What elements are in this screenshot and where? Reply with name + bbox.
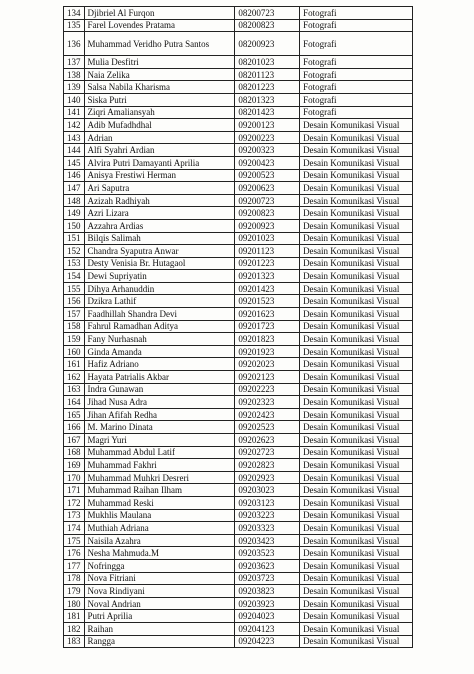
row-number-cell: 173 bbox=[64, 509, 85, 522]
student-id-cell: 09200523 bbox=[235, 169, 300, 182]
table-row bbox=[64, 207, 413, 220]
student-name-cell: Noval Andrian bbox=[84, 597, 235, 610]
study-program-cell: Fotografi bbox=[300, 81, 413, 94]
student-name-cell: Dewi Supriyatin bbox=[84, 270, 235, 283]
table-row bbox=[64, 194, 413, 207]
study-program-cell: Desain Komunikasi Visual bbox=[300, 622, 413, 635]
study-program-cell: Desain Komunikasi Visual bbox=[300, 144, 413, 157]
student-id-cell: 09203323 bbox=[235, 522, 300, 535]
table-row bbox=[64, 320, 413, 333]
row-number-cell: 161 bbox=[64, 358, 85, 371]
student-id-cell: 09200223 bbox=[235, 131, 300, 144]
student-name-cell: Nova Rindiyani bbox=[84, 585, 235, 598]
row-number-cell: 150 bbox=[64, 219, 85, 232]
table-row bbox=[64, 547, 413, 560]
row-number-cell: 154 bbox=[64, 270, 85, 283]
table-row bbox=[64, 68, 413, 81]
student-id-cell: 09203023 bbox=[235, 484, 300, 497]
row-number-cell: 181 bbox=[64, 610, 85, 623]
table-row bbox=[64, 169, 413, 182]
student-name-cell: Muhammad Raihan Ilham bbox=[84, 484, 235, 497]
student-id-cell: 09200123 bbox=[235, 119, 300, 132]
student-id-cell: 09200923 bbox=[235, 219, 300, 232]
study-program-cell: Desain Komunikasi Visual bbox=[300, 270, 413, 283]
student-id-cell: 09202123 bbox=[235, 371, 300, 384]
table-row bbox=[64, 106, 413, 119]
table-row bbox=[64, 295, 413, 308]
study-program-cell: Desain Komunikasi Visual bbox=[300, 610, 413, 623]
student-name-cell: Ginda Amanda bbox=[84, 345, 235, 358]
student-roster-table bbox=[63, 6, 413, 648]
student-name-cell: Siska Putri bbox=[84, 93, 235, 106]
student-id-cell: 09203123 bbox=[235, 496, 300, 509]
student-name-cell: Muhammad Veridho Putra Santos bbox=[84, 32, 235, 56]
study-program-cell: Desain Komunikasi Visual bbox=[300, 358, 413, 371]
row-number-cell: 160 bbox=[64, 345, 85, 358]
student-name-cell: Putri Aprilia bbox=[84, 610, 235, 623]
table-row bbox=[64, 610, 413, 623]
table-row bbox=[64, 144, 413, 157]
table-row bbox=[64, 156, 413, 169]
table-row bbox=[64, 345, 413, 358]
student-id-cell: 09202223 bbox=[235, 383, 300, 396]
row-number-cell: 169 bbox=[64, 459, 85, 472]
student-name-cell: Ari Saputra bbox=[84, 182, 235, 195]
table-row bbox=[64, 383, 413, 396]
row-number-cell: 157 bbox=[64, 308, 85, 321]
study-program-cell: Fotografi bbox=[300, 93, 413, 106]
table-row bbox=[64, 471, 413, 484]
row-number-cell: 176 bbox=[64, 547, 85, 560]
row-number-cell: 166 bbox=[64, 421, 85, 434]
student-name-cell: Azzahra Ardias bbox=[84, 219, 235, 232]
student-name-cell: Hayata Patrialis Akbar bbox=[84, 371, 235, 384]
student-id-cell: 09203223 bbox=[235, 509, 300, 522]
row-number-cell: 180 bbox=[64, 597, 85, 610]
study-program-cell: Fotografi bbox=[300, 56, 413, 69]
table-row bbox=[64, 245, 413, 258]
row-number-cell: 152 bbox=[64, 245, 85, 258]
student-id-cell: 09201523 bbox=[235, 295, 300, 308]
student-id-cell: 09201723 bbox=[235, 320, 300, 333]
study-program-cell: Desain Komunikasi Visual bbox=[300, 572, 413, 585]
table-row bbox=[64, 358, 413, 371]
row-number-cell: 138 bbox=[64, 68, 85, 81]
table-row bbox=[64, 257, 413, 270]
row-number-cell: 147 bbox=[64, 182, 85, 195]
study-program-cell: Desain Komunikasi Visual bbox=[300, 396, 413, 409]
student-name-cell: Raihan bbox=[84, 622, 235, 635]
roster-body bbox=[64, 7, 413, 648]
row-number-cell: 142 bbox=[64, 119, 85, 132]
study-program-cell: Desain Komunikasi Visual bbox=[300, 156, 413, 169]
student-id-cell: 09202623 bbox=[235, 434, 300, 447]
student-name-cell: Rangga bbox=[84, 635, 235, 648]
table-row bbox=[64, 522, 413, 535]
row-number-cell: 140 bbox=[64, 93, 85, 106]
study-program-cell: Desain Komunikasi Visual bbox=[300, 371, 413, 384]
study-program-cell: Desain Komunikasi Visual bbox=[300, 182, 413, 195]
student-id-cell: 09202423 bbox=[235, 408, 300, 421]
table-row bbox=[64, 182, 413, 195]
row-number-cell: 172 bbox=[64, 496, 85, 509]
student-id-cell: 09204123 bbox=[235, 622, 300, 635]
student-name-cell: Nofringga bbox=[84, 559, 235, 572]
table-row bbox=[64, 408, 413, 421]
student-name-cell: Adib Mufadhdhal bbox=[84, 119, 235, 132]
table-row bbox=[64, 396, 413, 409]
study-program-cell: Desain Komunikasi Visual bbox=[300, 421, 413, 434]
table-row bbox=[64, 131, 413, 144]
row-number-cell: 175 bbox=[64, 534, 85, 547]
row-number-cell: 162 bbox=[64, 371, 85, 384]
row-number-cell: 156 bbox=[64, 295, 85, 308]
study-program-cell: Desain Komunikasi Visual bbox=[300, 282, 413, 295]
student-name-cell: Fany Nurhasnah bbox=[84, 333, 235, 346]
study-program-cell: Fotografi bbox=[300, 19, 413, 32]
table-row bbox=[64, 7, 413, 20]
student-id-cell: 09201823 bbox=[235, 333, 300, 346]
study-program-cell: Fotografi bbox=[300, 106, 413, 119]
study-program-cell: Desain Komunikasi Visual bbox=[300, 333, 413, 346]
study-program-cell: Desain Komunikasi Visual bbox=[300, 496, 413, 509]
row-number-cell: 179 bbox=[64, 585, 85, 598]
student-id-cell: 09202323 bbox=[235, 396, 300, 409]
row-number-cell: 139 bbox=[64, 81, 85, 94]
row-number-cell: 177 bbox=[64, 559, 85, 572]
student-name-cell: Muthiah Adriana bbox=[84, 522, 235, 535]
table-row bbox=[64, 282, 413, 295]
student-name-cell: Farel Lovendes Pratama bbox=[84, 19, 235, 32]
table-row bbox=[64, 333, 413, 346]
student-id-cell: 09200723 bbox=[235, 194, 300, 207]
student-name-cell: Mulia Desfitri bbox=[84, 56, 235, 69]
row-number-cell: 146 bbox=[64, 169, 85, 182]
student-name-cell: Ziqri Amaliansyah bbox=[84, 106, 235, 119]
study-program-cell: Desain Komunikasi Visual bbox=[300, 559, 413, 572]
table-row bbox=[64, 119, 413, 132]
student-name-cell: Dihya Arhanuddin bbox=[84, 282, 235, 295]
student-name-cell: Naia Zelika bbox=[84, 68, 235, 81]
row-number-cell: 171 bbox=[64, 484, 85, 497]
student-id-cell: 08200923 bbox=[235, 32, 300, 56]
student-id-cell: 09202823 bbox=[235, 459, 300, 472]
study-program-cell: Desain Komunikasi Visual bbox=[300, 408, 413, 421]
student-name-cell: Nesha Mahmuda.M bbox=[84, 547, 235, 560]
table-row bbox=[64, 371, 413, 384]
student-id-cell: 09202923 bbox=[235, 471, 300, 484]
student-id-cell: 09203723 bbox=[235, 572, 300, 585]
table-row bbox=[64, 219, 413, 232]
table-row bbox=[64, 446, 413, 459]
row-number-cell: 145 bbox=[64, 156, 85, 169]
row-number-cell: 135 bbox=[64, 19, 85, 32]
study-program-cell: Desain Komunikasi Visual bbox=[300, 169, 413, 182]
row-number-cell: 174 bbox=[64, 522, 85, 535]
study-program-cell: Desain Komunikasi Visual bbox=[300, 534, 413, 547]
table-row bbox=[64, 622, 413, 635]
student-id-cell: 09200823 bbox=[235, 207, 300, 220]
student-id-cell: 09201423 bbox=[235, 282, 300, 295]
study-program-cell: Desain Komunikasi Visual bbox=[300, 635, 413, 648]
student-id-cell: 09204223 bbox=[235, 635, 300, 648]
study-program-cell: Desain Komunikasi Visual bbox=[300, 194, 413, 207]
study-program-cell: Desain Komunikasi Visual bbox=[300, 345, 413, 358]
student-name-cell: Djibriel Al Furqon bbox=[84, 7, 235, 20]
study-program-cell: Desain Komunikasi Visual bbox=[300, 207, 413, 220]
student-id-cell: 09201923 bbox=[235, 345, 300, 358]
table-row bbox=[64, 509, 413, 522]
student-name-cell: Magri Yuri bbox=[84, 434, 235, 447]
study-program-cell: Desain Komunikasi Visual bbox=[300, 383, 413, 396]
row-number-cell: 141 bbox=[64, 106, 85, 119]
student-name-cell: Salsa Nabila Kharisma bbox=[84, 81, 235, 94]
study-program-cell: Desain Komunikasi Visual bbox=[300, 320, 413, 333]
table-row bbox=[64, 56, 413, 69]
student-name-cell: Muhammad Muhkri Desreri bbox=[84, 471, 235, 484]
study-program-cell: Desain Komunikasi Visual bbox=[300, 295, 413, 308]
student-id-cell: 09201323 bbox=[235, 270, 300, 283]
study-program-cell: Desain Komunikasi Visual bbox=[300, 131, 413, 144]
study-program-cell: Fotografi bbox=[300, 7, 413, 20]
student-name-cell: Fahrul Ramadhan Aditya bbox=[84, 320, 235, 333]
row-number-cell: 158 bbox=[64, 320, 85, 333]
table-row bbox=[64, 232, 413, 245]
student-name-cell: Indra Gunawan bbox=[84, 383, 235, 396]
study-program-cell: Desain Komunikasi Visual bbox=[300, 232, 413, 245]
student-name-cell: Desty Venisia Br. Hutagaol bbox=[84, 257, 235, 270]
student-id-cell: 09201023 bbox=[235, 232, 300, 245]
study-program-cell: Desain Komunikasi Visual bbox=[300, 547, 413, 560]
student-id-cell: 09201223 bbox=[235, 257, 300, 270]
student-name-cell: Faadhillah Shandra Devi bbox=[84, 308, 235, 321]
student-name-cell: Naisila Azahra bbox=[84, 534, 235, 547]
student-id-cell: 08201123 bbox=[235, 68, 300, 81]
study-program-cell: Desain Komunikasi Visual bbox=[300, 459, 413, 472]
student-id-cell: 08200723 bbox=[235, 7, 300, 20]
table-row bbox=[64, 559, 413, 572]
student-name-cell: Nova Fitriani bbox=[84, 572, 235, 585]
student-id-cell: 08200823 bbox=[235, 19, 300, 32]
row-number-cell: 159 bbox=[64, 333, 85, 346]
table-row bbox=[64, 308, 413, 321]
study-program-cell: Desain Komunikasi Visual bbox=[300, 434, 413, 447]
student-name-cell: Muhammad Fakhri bbox=[84, 459, 235, 472]
table-row bbox=[64, 635, 413, 648]
table-row bbox=[64, 19, 413, 32]
student-id-cell: 09201623 bbox=[235, 308, 300, 321]
student-name-cell: Dzikra Lathif bbox=[84, 295, 235, 308]
table-row bbox=[64, 421, 413, 434]
student-id-cell: 08201223 bbox=[235, 81, 300, 94]
table-row bbox=[64, 32, 413, 56]
row-number-cell: 151 bbox=[64, 232, 85, 245]
row-number-cell: 182 bbox=[64, 622, 85, 635]
student-id-cell: 09203823 bbox=[235, 585, 300, 598]
table-row bbox=[64, 585, 413, 598]
row-number-cell: 183 bbox=[64, 635, 85, 648]
student-id-cell: 08201023 bbox=[235, 56, 300, 69]
study-program-cell: Desain Komunikasi Visual bbox=[300, 446, 413, 459]
study-program-cell: Desain Komunikasi Visual bbox=[300, 257, 413, 270]
study-program-cell: Desain Komunikasi Visual bbox=[300, 219, 413, 232]
study-program-cell: Desain Komunikasi Visual bbox=[300, 484, 413, 497]
table-row bbox=[64, 81, 413, 94]
table-row bbox=[64, 484, 413, 497]
row-number-cell: 170 bbox=[64, 471, 85, 484]
row-number-cell: 136 bbox=[64, 32, 85, 56]
table-row bbox=[64, 434, 413, 447]
student-id-cell: 09202023 bbox=[235, 358, 300, 371]
table-row bbox=[64, 270, 413, 283]
study-program-cell: Desain Komunikasi Visual bbox=[300, 522, 413, 535]
row-number-cell: 153 bbox=[64, 257, 85, 270]
table-row bbox=[64, 459, 413, 472]
study-program-cell: Desain Komunikasi Visual bbox=[300, 509, 413, 522]
student-name-cell: Bilqis Salimah bbox=[84, 232, 235, 245]
row-number-cell: 178 bbox=[64, 572, 85, 585]
study-program-cell: Desain Komunikasi Visual bbox=[300, 597, 413, 610]
student-id-cell: 09200423 bbox=[235, 156, 300, 169]
row-number-cell: 137 bbox=[64, 56, 85, 69]
student-id-cell: 09203623 bbox=[235, 559, 300, 572]
student-id-cell: 09204023 bbox=[235, 610, 300, 623]
study-program-cell: Desain Komunikasi Visual bbox=[300, 245, 413, 258]
row-number-cell: 168 bbox=[64, 446, 85, 459]
student-name-cell: Jihad Nusa Adra bbox=[84, 396, 235, 409]
table-row bbox=[64, 597, 413, 610]
student-id-cell: 09203523 bbox=[235, 547, 300, 560]
row-number-cell: 164 bbox=[64, 396, 85, 409]
student-id-cell: 09201123 bbox=[235, 245, 300, 258]
student-name-cell: Alfi Syahri Ardian bbox=[84, 144, 235, 157]
row-number-cell: 143 bbox=[64, 131, 85, 144]
student-id-cell: 09203423 bbox=[235, 534, 300, 547]
student-name-cell: M. Marino Dinata bbox=[84, 421, 235, 434]
study-program-cell: Desain Komunikasi Visual bbox=[300, 585, 413, 598]
student-name-cell: Mukhlis Maulana bbox=[84, 509, 235, 522]
student-name-cell: Azri Lizara bbox=[84, 207, 235, 220]
row-number-cell: 155 bbox=[64, 282, 85, 295]
study-program-cell: Fotografi bbox=[300, 68, 413, 81]
student-name-cell: Jihan Afifah Redha bbox=[84, 408, 235, 421]
student-id-cell: 08201323 bbox=[235, 93, 300, 106]
row-number-cell: 167 bbox=[64, 434, 85, 447]
student-name-cell: Chandra Syaputra Anwar bbox=[84, 245, 235, 258]
student-name-cell: Azizah Radhiyah bbox=[84, 194, 235, 207]
table-row bbox=[64, 534, 413, 547]
table-row bbox=[64, 93, 413, 106]
student-id-cell: 08201423 bbox=[235, 106, 300, 119]
study-program-cell: Desain Komunikasi Visual bbox=[300, 471, 413, 484]
row-number-cell: 163 bbox=[64, 383, 85, 396]
row-number-cell: 144 bbox=[64, 144, 85, 157]
study-program-cell: Desain Komunikasi Visual bbox=[300, 119, 413, 132]
student-name-cell: Hafiz Adriano bbox=[84, 358, 235, 371]
student-name-cell: Adrian bbox=[84, 131, 235, 144]
student-name-cell: Alvira Putri Damayanti Aprilia bbox=[84, 156, 235, 169]
table-row bbox=[64, 496, 413, 509]
student-name-cell: Muhammad Abdul Latif bbox=[84, 446, 235, 459]
student-name-cell: Anisya Frestiwi Herman bbox=[84, 169, 235, 182]
row-number-cell: 148 bbox=[64, 194, 85, 207]
row-number-cell: 134 bbox=[64, 7, 85, 20]
table-row bbox=[64, 572, 413, 585]
student-id-cell: 09202723 bbox=[235, 446, 300, 459]
student-id-cell: 09202523 bbox=[235, 421, 300, 434]
study-program-cell: Desain Komunikasi Visual bbox=[300, 308, 413, 321]
study-program-cell: Fotografi bbox=[300, 32, 413, 56]
student-name-cell: Muhammad Reski bbox=[84, 496, 235, 509]
row-number-cell: 149 bbox=[64, 207, 85, 220]
row-number-cell: 165 bbox=[64, 408, 85, 421]
student-id-cell: 09203923 bbox=[235, 597, 300, 610]
student-id-cell: 09200623 bbox=[235, 182, 300, 195]
student-id-cell: 09200323 bbox=[235, 144, 300, 157]
